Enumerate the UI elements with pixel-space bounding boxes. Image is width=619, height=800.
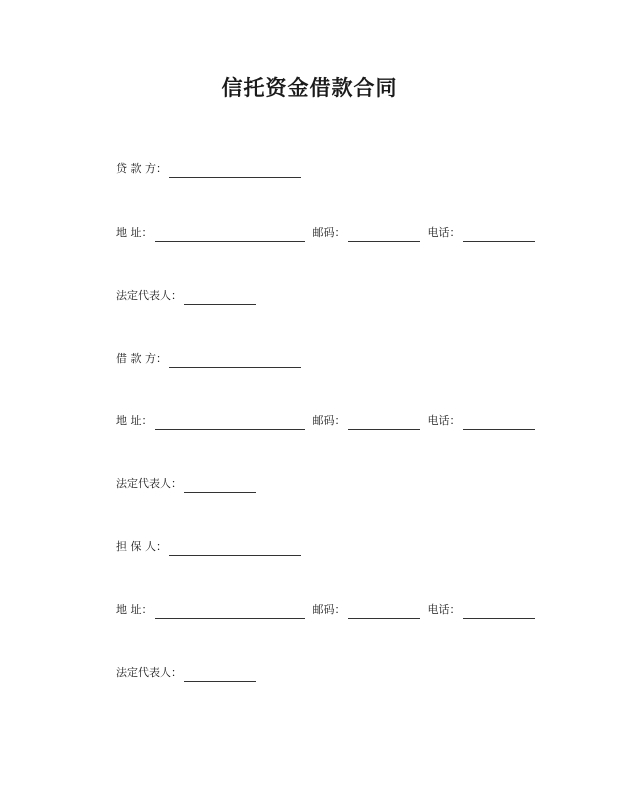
legal-rep-label: 法定代表人： <box>116 477 182 490</box>
document-title: 信托资金借款合同 <box>221 76 398 100</box>
borrower-label: 借 款 方： <box>116 352 167 365</box>
lender-blank <box>169 164 301 178</box>
legal-rep-label: 法定代表人： <box>116 666 182 679</box>
phone-blank <box>463 416 535 430</box>
zip-blank <box>348 228 420 242</box>
address-label: 地 址： <box>116 603 153 616</box>
guarantor-row <box>116 538 301 556</box>
legal-rep-blank <box>184 668 256 682</box>
borrower-blank <box>169 354 301 368</box>
zip-blank <box>348 416 420 430</box>
address-blank <box>155 228 305 242</box>
legal-rep-blank <box>184 291 256 305</box>
zip-label: 邮码： <box>312 414 346 427</box>
lender-rep-row <box>116 287 256 305</box>
phone-blank <box>463 605 535 619</box>
lender-row <box>116 160 301 178</box>
phone-label: 电话： <box>427 603 461 616</box>
guarantor-rep-row <box>116 664 256 682</box>
borrower-rep-row <box>116 475 256 493</box>
borrower-row <box>116 350 301 368</box>
zip-blank <box>348 605 420 619</box>
zip-label: 邮码： <box>312 226 346 239</box>
phone-label: 电话： <box>427 414 461 427</box>
legal-rep-blank <box>184 479 256 493</box>
guarantor-contact-row <box>116 601 535 619</box>
phone-blank <box>463 228 535 242</box>
guarantor-label: 担 保 人： <box>116 540 167 553</box>
lender-label: 贷 款 方： <box>116 162 167 175</box>
address-label: 地 址： <box>116 414 153 427</box>
guarantor-blank <box>169 542 301 556</box>
address-blank <box>155 605 305 619</box>
address-blank <box>155 416 305 430</box>
lender-contact-row <box>116 224 535 242</box>
borrower-contact-row <box>116 412 535 430</box>
address-label: 地 址： <box>116 226 153 239</box>
phone-label: 电话： <box>427 226 461 239</box>
zip-label: 邮码： <box>312 603 346 616</box>
legal-rep-label: 法定代表人： <box>116 289 182 302</box>
